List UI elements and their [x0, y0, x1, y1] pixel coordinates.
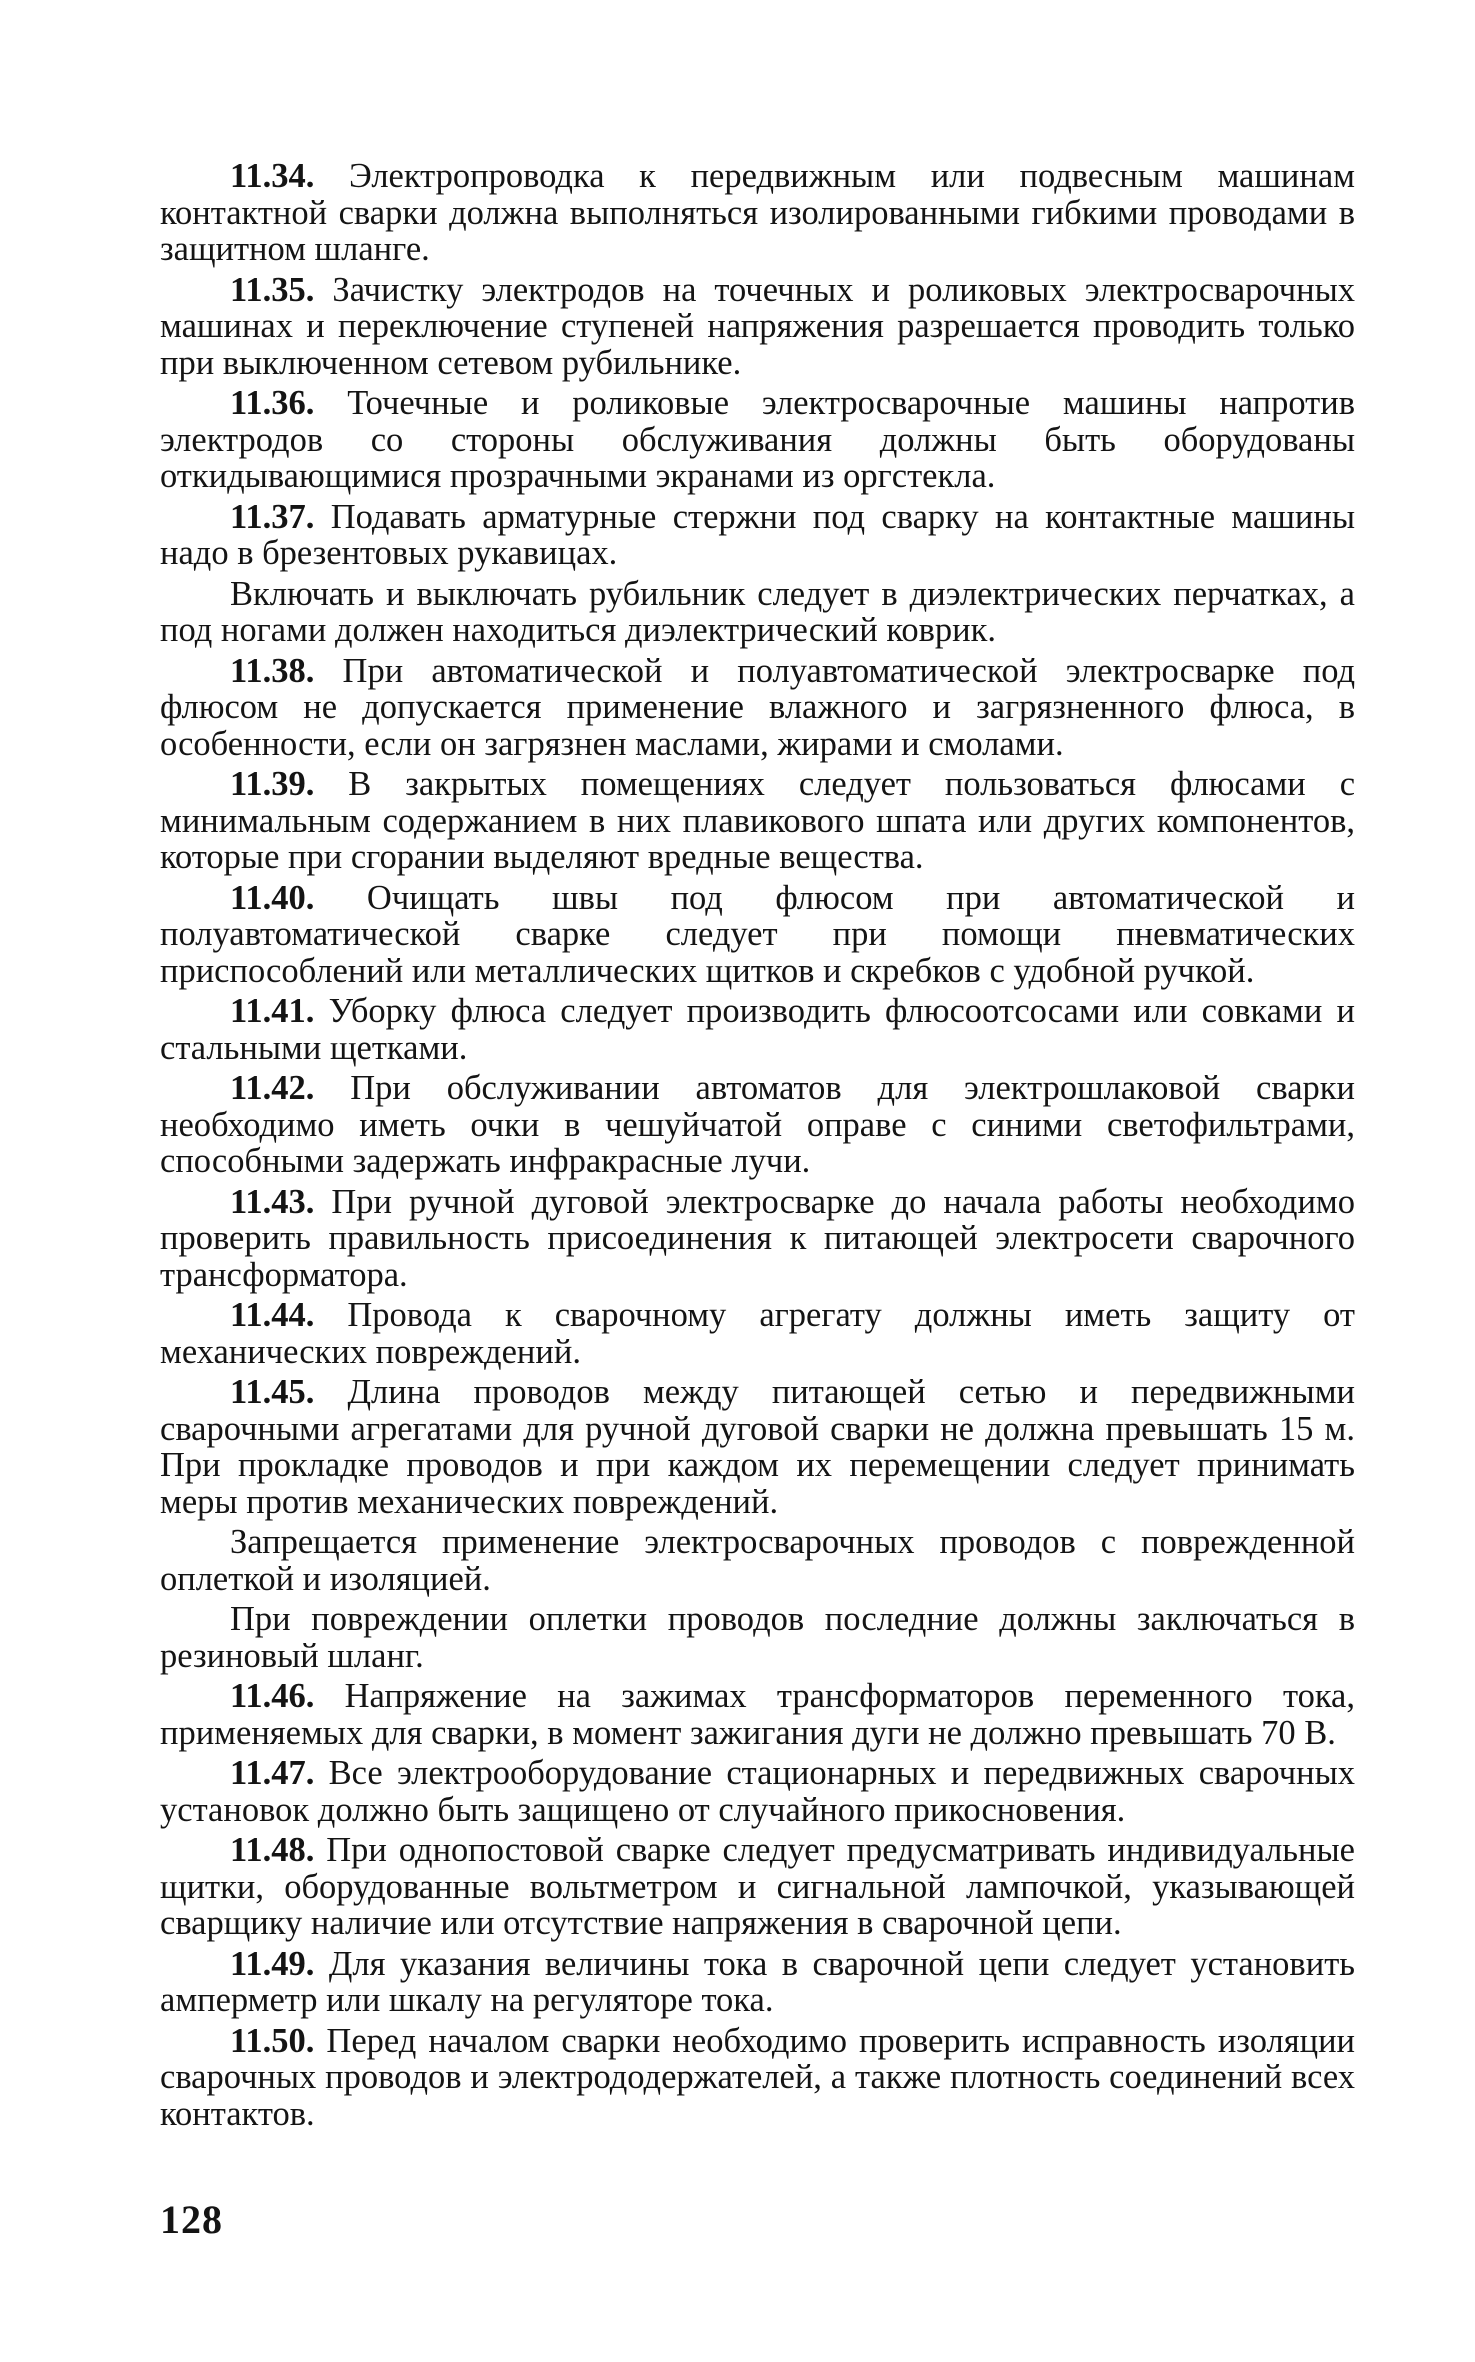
paragraph-text: Напряжение на зажимах трансформаторов переменного тока, применяемых для сварки, в момент зажигания дуги не должно превышать 70 В.: [160, 1677, 1356, 1752]
paragraph-text: Запрещается применение электросварочных проводов с поврежденной оплеткой и изоляцией.: [160, 1523, 1355, 1598]
clause-number: 11.43.: [230, 1182, 315, 1221]
paragraph-text: Для указания величины тока в сварочной цепи следует установить амперметр или шкалу на регуляторе тока.: [160, 1944, 1355, 2019]
paragraph-text: Очищать швы под флюсом при автоматической и полуавтоматической сварке следует при помощи пневматических приспособлений или металлических щитков и скребков с удобной ручкой.: [160, 878, 1355, 990]
clause-number: 11.34.: [230, 157, 315, 195]
clause-number: 11.50.: [230, 2021, 315, 2060]
paragraph: [160, 2023, 1355, 2133]
clause-number: 11.45.: [230, 1373, 315, 1411]
paragraph-text: Подавать арматурные стержни под сварку на контактные машины надо в брезентовых рукавицах.: [160, 497, 1356, 572]
paragraph-text: Провода к сварочному агрегату должны иметь защиту от механических повреждений.: [160, 1296, 1355, 1371]
paragraph: [160, 766, 1355, 876]
paragraph-text: В закрытых помещениях следует пользоваться флюсами с минимальным содержанием в них плавикового шпата или других компонентов, которые при сгорании выделяют вредные вещества.: [160, 765, 1356, 876]
paragraph: [160, 1755, 1355, 1828]
paragraph: [160, 1524, 1355, 1597]
clause-number: 11.49.: [230, 1944, 315, 1983]
paragraph: [160, 576, 1355, 649]
paragraph: [160, 1601, 1355, 1674]
paragraph-text: Уборку флюса следует производить флюсоотсосами или совками и стальными щетками.: [160, 992, 1356, 1067]
page-body: [160, 158, 1355, 2136]
paragraph-text: Включать и выключать рубильник следует в диэлектрических перчатках, а под ногами должен находиться диэлектрический коврик.: [160, 574, 1355, 649]
paragraph-text: Длина проводов между питающей сетью и передвижными сварочными агрегатами для ручной дуговой сварки не должна превышать 15 м. При прокладке проводов и при каждом их перемещении следует принимать меры против механических повреждений.: [160, 1373, 1355, 1521]
paragraph: [160, 1946, 1355, 2019]
paragraph-text: Электропроводка к передвижным или подвесным машинам контактной сварки должна выполняться изолированными гибкими проводами в защитном шланге.: [160, 157, 1355, 268]
paragraph: [160, 653, 1355, 763]
paragraph-text: При однопостовой сварке следует предусматривать индивидуальные щитки, оборудованные вольтметром и сигнальной лампочкой, указывающей сварщику наличие или отсутствие напряжения в сварочной цепи.: [160, 1831, 1355, 1942]
clause-number: 11.41.: [230, 992, 315, 1030]
paragraph-text: При обслуживании автоматов для электрошлаковой сварки необходимо иметь очки в чешуйчатой оправе с синими светофильтрами, способными задержать инфракрасные лучи.: [160, 1069, 1355, 1180]
paragraph: [160, 1184, 1355, 1294]
clause-number: 11.42.: [230, 1069, 315, 1107]
paragraph-text: При автоматической и полуавтоматической электросварке под флюсом не допускается применение влажного и загрязненного флюса, в особенности, если он загрязнен маслами, жирами и смолами.: [160, 651, 1355, 763]
clause-number: 11.44.: [230, 1296, 315, 1334]
paragraph-text: Перед началом сварки необходимо проверить исправность изоляции сварочных проводов и электрододержателей, а также плотность соединений всех контактов.: [160, 2021, 1355, 2133]
clause-number: 11.46.: [230, 1677, 315, 1715]
paragraph: [160, 1374, 1355, 1520]
paragraph: [160, 1678, 1355, 1751]
paragraph: [160, 385, 1355, 495]
paragraph: [160, 1070, 1355, 1180]
clause-number: 11.48.: [230, 1831, 315, 1869]
paragraph-text: При повреждении оплетки проводов последние должны заключаться в резиновый шланг.: [160, 1600, 1355, 1675]
paragraph-text: При ручной дуговой электросварке до начала работы необходимо проверить правильность присоединения к питающей электросети сварочного трансформатора.: [160, 1182, 1356, 1294]
clause-number: 11.39.: [230, 765, 315, 803]
paragraph: [160, 158, 1355, 268]
paragraph: [160, 1297, 1355, 1370]
paragraph: [160, 993, 1355, 1066]
paragraph: [160, 499, 1355, 572]
paragraph: [160, 880, 1355, 990]
paragraph: [160, 272, 1355, 382]
clause-number: 11.37.: [230, 497, 315, 536]
paragraph-text: Зачистку электродов на точечных и роликовых электросварочных машинах и переключение ступеней напряжения разрешается проводить только при выключенном сетевом рубильнике.: [160, 270, 1355, 382]
clause-number: 11.38.: [230, 651, 315, 690]
paragraph-text: Все электрооборудование стационарных и передвижных сварочных установок должно быть защищено от случайного прикосновения.: [160, 1754, 1356, 1829]
clause-number: 11.36.: [230, 384, 315, 422]
clause-number: 11.47.: [230, 1754, 315, 1792]
clause-number: 11.35.: [230, 270, 315, 309]
paragraph-text: Точечные и роликовые электросварочные машины напротив электродов со стороны обслуживания должны быть оборудованы откидывающимися прозрачными экранами из оргстекла.: [160, 384, 1355, 495]
clause-number: 11.40.: [230, 878, 315, 917]
page-number: 128: [160, 2197, 223, 2242]
paragraph: [160, 1832, 1355, 1942]
